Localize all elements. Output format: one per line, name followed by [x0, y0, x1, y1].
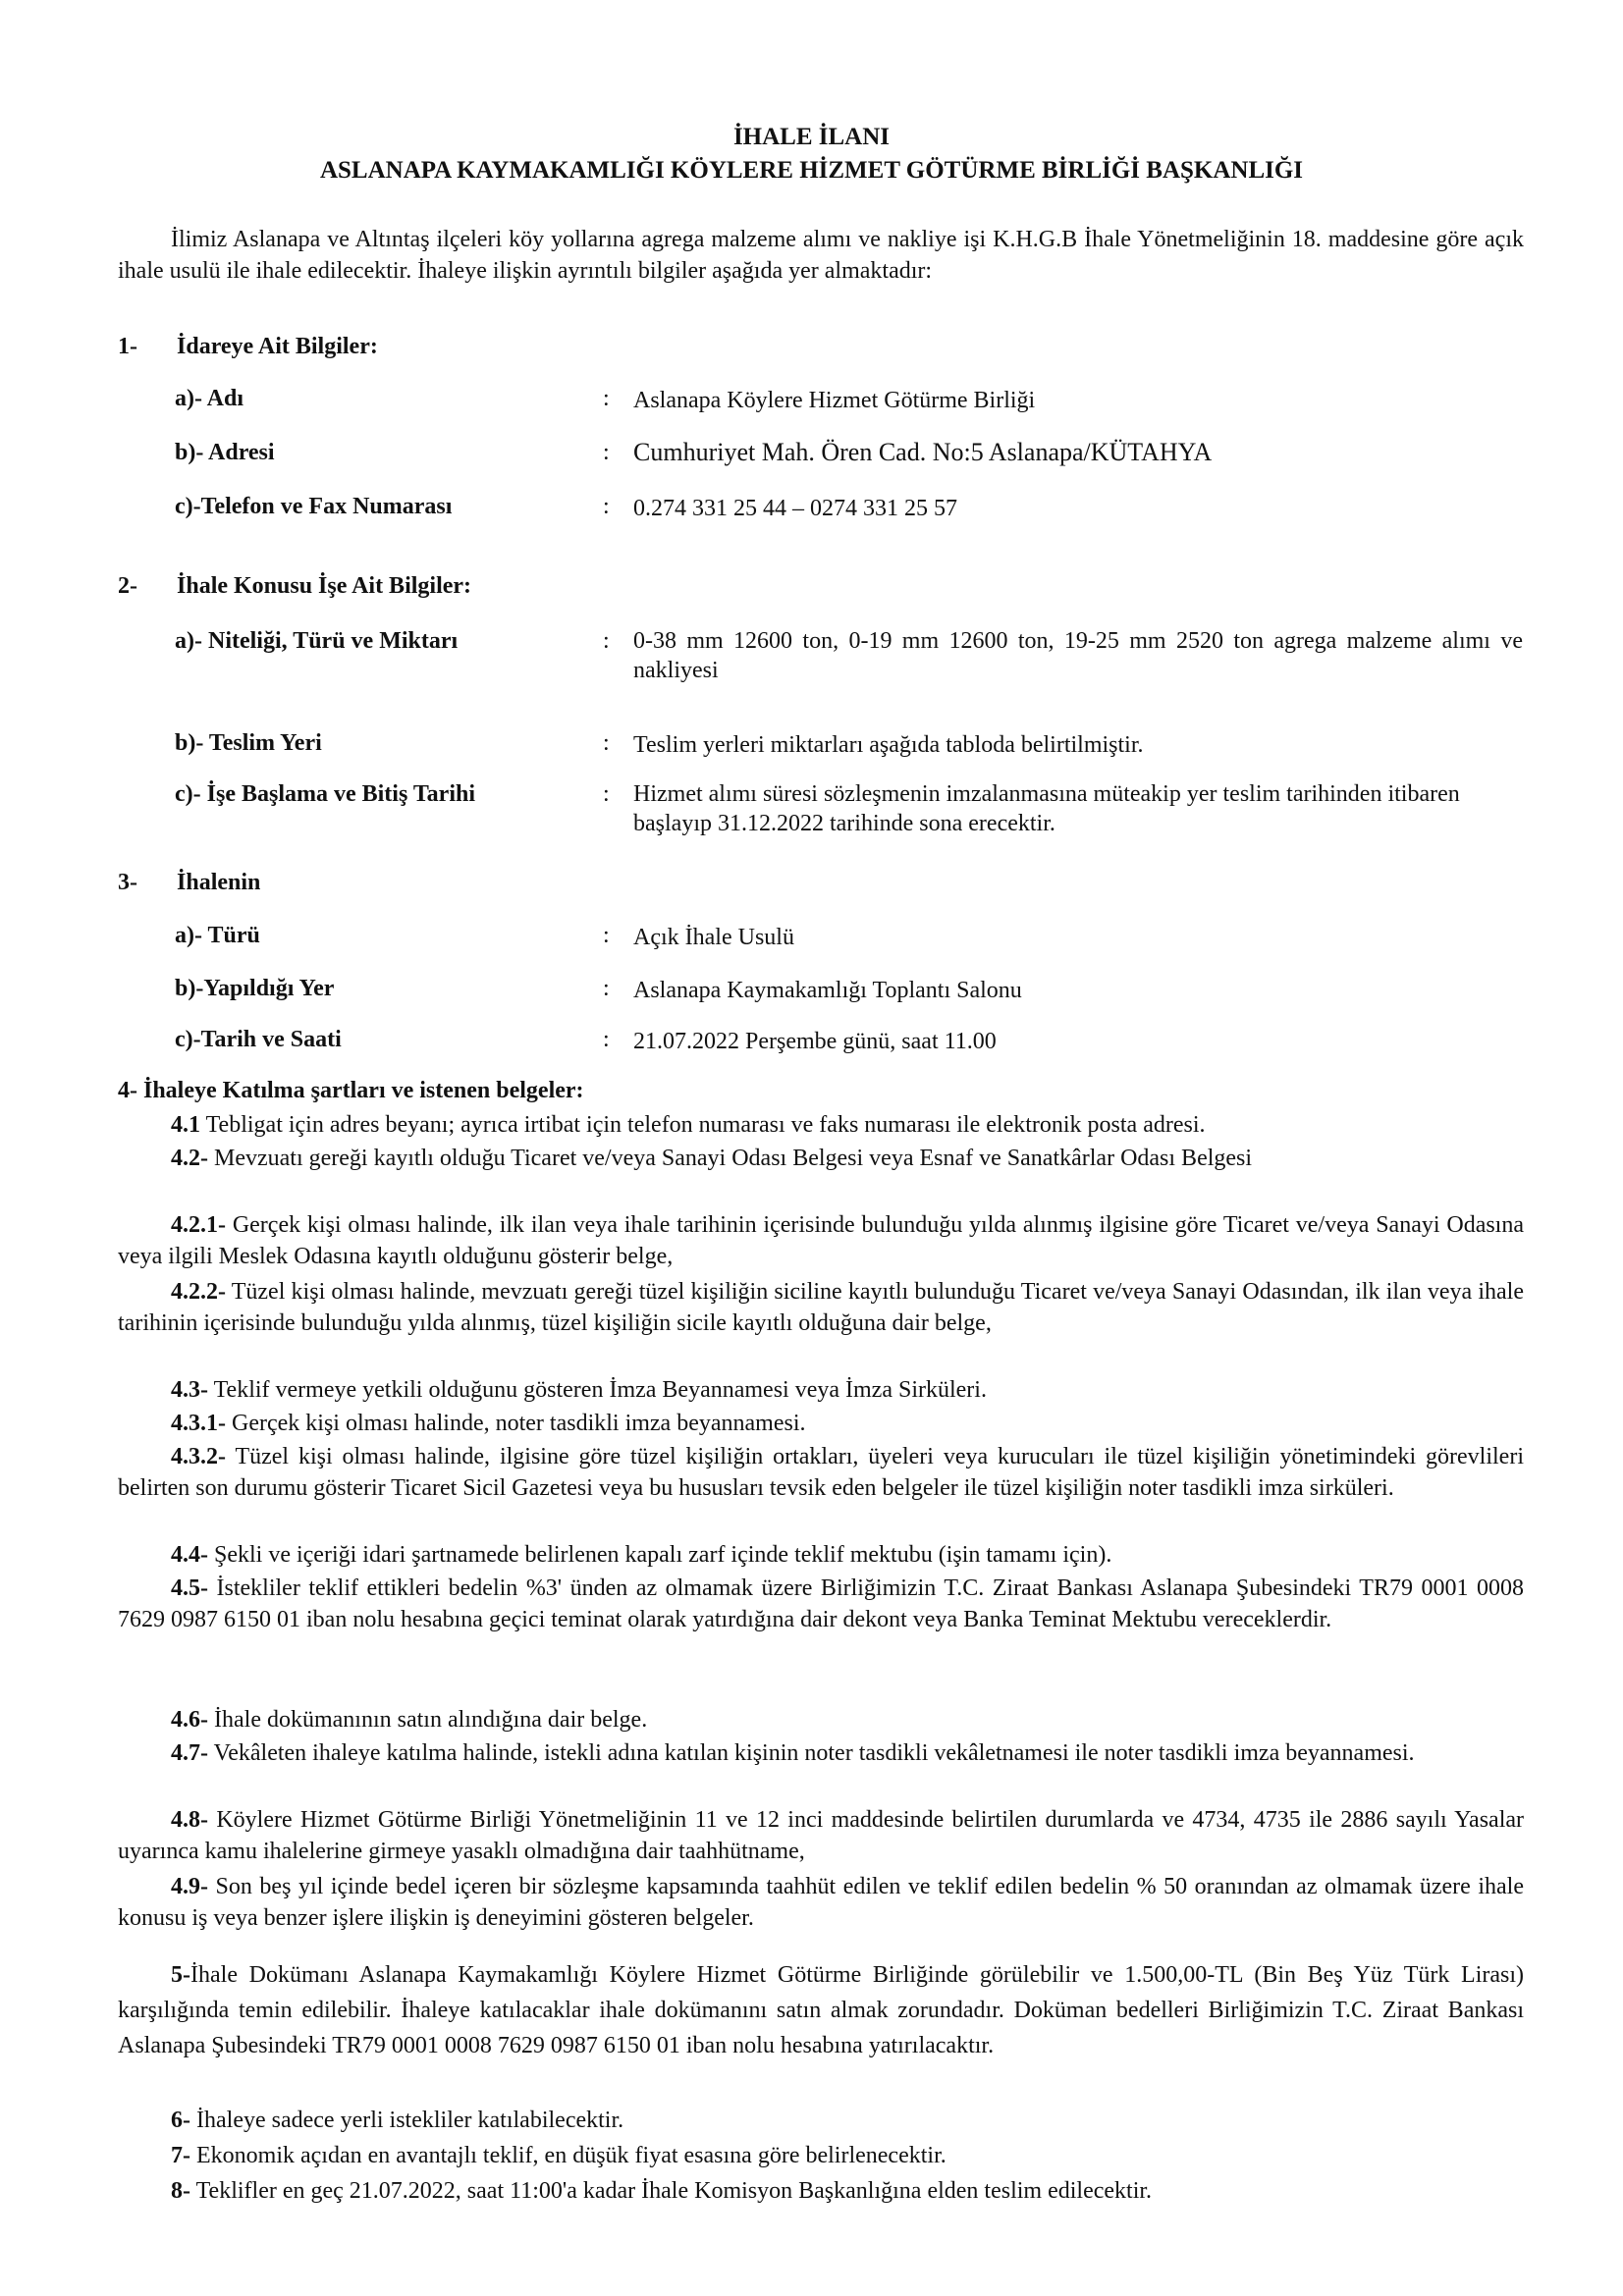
item-text: İhaleye sadece yerli istekliler katılabilecektir.	[190, 2108, 624, 2133]
section-3-heading	[118, 870, 260, 896]
item-text: Şekli ve içeriği idari şartnamede belirlenen kapalı zarf içinde teklif mektubu (işin tamamı için).	[208, 1542, 1112, 1568]
document-title: İHALE İLANI	[732, 124, 891, 150]
section-2-heading	[118, 573, 471, 600]
item-text: Gerçek kişi olması halinde, ilk ilan veya ihale tarihinin içerisinde bulunduğu yılda alınmış ilgisine göre Ticaret ve/veya Sanayi Odasına veya ilgili Meslek Odasına kayıtlı olduğunu gösterir belge,	[118, 1212, 1524, 1269]
closing-item	[118, 1957, 1524, 2063]
list-item	[118, 1871, 1524, 1934]
item-number: 5-	[171, 1962, 190, 1988]
list-item	[118, 1804, 1524, 1867]
colon: :	[603, 494, 610, 519]
section-3-number: 3-	[118, 870, 137, 895]
item-number: 8-	[171, 2178, 190, 2204]
item-number: 4.7-	[171, 1740, 208, 1766]
section-3-row-label: c)-Tarih ve Saati	[175, 1027, 342, 1052]
list-item	[118, 1276, 1524, 1339]
list-item	[118, 1109, 1524, 1141]
item-number: 4.3.2-	[171, 1444, 226, 1469]
colon: :	[603, 386, 610, 411]
list-item	[118, 1704, 1524, 1735]
list-item	[118, 1408, 1524, 1439]
closing-item	[118, 2105, 1524, 2136]
section-1-row-value: 0.274 331 25 44 – 0274 331 25 57	[633, 496, 957, 521]
item-number: 4.4-	[171, 1542, 208, 1568]
item-number: 4.2-	[171, 1146, 208, 1171]
section-3-row-value: Aslanapa Kaymakamlığı Toplantı Salonu	[633, 978, 1022, 1003]
list-item	[118, 1374, 1524, 1406]
colon: :	[603, 628, 610, 654]
list-item	[118, 1441, 1524, 1504]
item-text: İstekliler teklif ettikleri bedelin %3' ünden az olmamak üzere Birliğimizin T.C. Ziraat Bankası Aslanapa Şubesindeki TR79 0001 0008 7629 0987 6150 01 iban nolu hesabına geçici teminat olarak yatırdığına dair dekont veya Banka Teminat Mektubu vereceklerdir.	[118, 1575, 1524, 1632]
item-text: İhale dokümanının satın alındığına dair belge.	[208, 1707, 648, 1733]
section-1-row-label: a)- Adı	[175, 386, 244, 411]
item-number: 4.6-	[171, 1707, 208, 1733]
item-text: Teklifler en geç 21.07.2022, saat 11:00'a kadar İhale Komisyon Başkanlığına elden teslim edilecektir.	[190, 2178, 1153, 2204]
section-2-row-value: Hizmet alımı süresi sözleşmenin imzalanmasına müteakip yer teslim tarihinden itibaren başlayıp 31.12.2022 tarihinde sona erecektir.	[633, 781, 1460, 836]
section-1-number: 1-	[118, 334, 137, 359]
item-text: Tüzel kişi olması halinde, ilgisine göre tüzel kişiliğin ortakları, üyeleri veya kurucuları ile tüzel kişiliğin yönetimindeki görevlileri belirten son durumu gösterir Ticaret Sicil Gazetesi veya bu hususları tevsik eden belgeler ile tüzel kişiliğin noter tasdikli imza sirküleri.	[118, 1444, 1524, 1501]
intro-paragraph: İlimiz Aslanapa ve Altıntaş ilçeleri köy yollarına agrega malzeme alımı ve nakliye işi K.H.G.B İhale Yönetmeliğinin 18. maddesine göre açık ihale usulü ile ihale edilecektir. İhaleye ilişkin ayrıntılı bilgiler aşağıda yer almaktadır:	[118, 227, 1524, 284]
item-text: Vekâleten ihaleye katılma halinde, istekli adına katılan kişinin noter tasdikli vekâletnamesi ile noter tasdikli imza beyannamesi.	[208, 1740, 1415, 1766]
section-1-row-label: c)-Telefon ve Fax Numarası	[175, 494, 453, 519]
list-item	[118, 1573, 1524, 1635]
section-1-title: İdareye Ait Bilgiler:	[177, 334, 378, 359]
colon: :	[603, 1027, 610, 1052]
item-number: 6-	[171, 2108, 190, 2133]
list-item	[118, 1737, 1524, 1769]
item-text: İhale Dokümanı Aslanapa Kaymakamlığı Köylere Hizmet Götürme Birliğinde görülebilir ve 1.500,00-TL (Bin Beş Yüz Türk Lirası) karşılığında temin edilebilir. İhaleye katılacaklar ihale dokümanını satın almak zorundadır. Doküman bedelleri Birliğimizin T.C. Ziraat Bankası Aslanapa Şubesindeki TR79 0001 0008 7629 0987 6150 01 iban nolu hesabına yatırılacaktır.	[118, 1962, 1524, 2058]
item-number: 4.8-	[171, 1807, 208, 1833]
section-2-row-label: b)- Teslim Yeri	[175, 730, 322, 756]
item-text: Son beş yıl içinde bedel içeren bir sözleşme kapsamında taahhüt edilen ve teklif edilen bedelin % 50 oranından az olmamak üzere ihale konusu iş veya benzer işlere ilişkin iş deneyimini gösteren belgeler.	[118, 1874, 1524, 1931]
item-text: Gerçek kişi olması halinde, noter tasdikli imza beyannamesi.	[226, 1411, 806, 1436]
item-text: Mevzuatı gereği kayıtlı olduğu Ticaret ve/veya Sanayi Odası Belgesi veya Esnaf ve Sanatkârlar Odası Belgesi	[208, 1146, 1253, 1171]
colon: :	[603, 923, 610, 948]
section-2-row-value: 0-38 mm 12600 ton, 0-19 mm 12600 ton, 19-25 mm 2520 ton agrega malzeme alımı ve nakliyesi	[633, 628, 1523, 683]
list-item	[118, 1539, 1524, 1571]
colon: :	[603, 440, 610, 465]
colon: :	[603, 730, 610, 756]
section-2-title: İhale Konusu İşe Ait Bilgiler:	[177, 573, 472, 599]
item-text: Tebligat için adres beyanı; ayrıca irtibat için telefon numarası ve faks numarası ile elektronik posta adresi.	[200, 1112, 1206, 1138]
item-text: Ekonomik açıdan en avantajlı teklif, en düşük fiyat esasına göre belirlenecektir.	[190, 2143, 947, 2168]
section-3-row-value: Açık İhale Usulü	[633, 925, 794, 950]
list-item	[118, 1143, 1524, 1174]
section-2-row-value: Teslim yerleri miktarları aşağıda tabloda belirtilmiştir.	[633, 732, 1144, 758]
item-number: 4.9-	[171, 1874, 208, 1899]
item-number: 4.2.1-	[171, 1212, 226, 1238]
item-number: 4.2.2-	[171, 1279, 226, 1305]
item-text: Köylere Hizmet Götürme Birliği Yönetmeliğinin 11 ve 12 inci maddesinde belirtilen durumlarda ve 4734, 4735 ile 2886 sayılı Yasalar uyarınca kamu ihalelerine girmeye yasaklı olmadığına dair taahhütname,	[118, 1807, 1524, 1864]
closing-item	[118, 2140, 1524, 2171]
list-item	[118, 1209, 1524, 1272]
section-1-heading	[118, 334, 378, 360]
item-number: 4.5-	[171, 1575, 208, 1601]
section-2-number: 2-	[118, 573, 137, 599]
item-number: 4.1	[171, 1112, 200, 1138]
section-3-title: İhalenin	[177, 870, 261, 895]
section-2-row-label: c)- İşe Başlama ve Bitiş Tarihi	[175, 781, 476, 807]
item-text: Teklif vermeye yetkili olduğunu gösteren İmza Beyannamesi veya İmza Sirküleri.	[208, 1377, 987, 1403]
item-text: Tüzel kişi olması halinde, mevzuatı gereği tüzel kişiliğin siciline kayıtlı bulunduğu Ticaret ve/veya Sanayi Odasından, ilk ilan veya ihale tarihinin içerisinde bulunduğu yılda alınmış, tüzel kişiliğin sicile kayıtlı olduğuna dair belge,	[118, 1279, 1524, 1336]
section-1-row-label: b)- Adresi	[175, 440, 275, 465]
section-3-row-label: b)-Yapıldığı Yer	[175, 976, 335, 1001]
colon: :	[603, 976, 610, 1001]
section-2-row-label: a)- Niteliği, Türü ve Miktarı	[175, 628, 459, 654]
section-3-row-label: a)- Türü	[175, 923, 260, 948]
section-1-row-value: Cumhuriyet Mah. Ören Cad. No:5 Aslanapa/KÜTAHYA	[633, 438, 1213, 466]
document-subtitle: ASLANAPA KAYMAKAMLIĞI KÖYLERE HİZMET GÖTÜRME BİRLİĞİ BAŞKANLIĞI	[319, 157, 1304, 184]
section-3-row-value: 21.07.2022 Perşembe günü, saat 11.00	[633, 1029, 997, 1054]
colon: :	[603, 781, 610, 807]
item-number: 4.3-	[171, 1377, 208, 1403]
item-number: 4.3.1-	[171, 1411, 226, 1436]
closing-item	[118, 2175, 1524, 2207]
section-4-heading: 4- İhaleye Katılma şartları ve istenen belgeler:	[118, 1078, 584, 1103]
section-1-row-value: Aslanapa Köylere Hizmet Götürme Birliği	[633, 388, 1036, 413]
item-number: 7-	[171, 2143, 190, 2168]
